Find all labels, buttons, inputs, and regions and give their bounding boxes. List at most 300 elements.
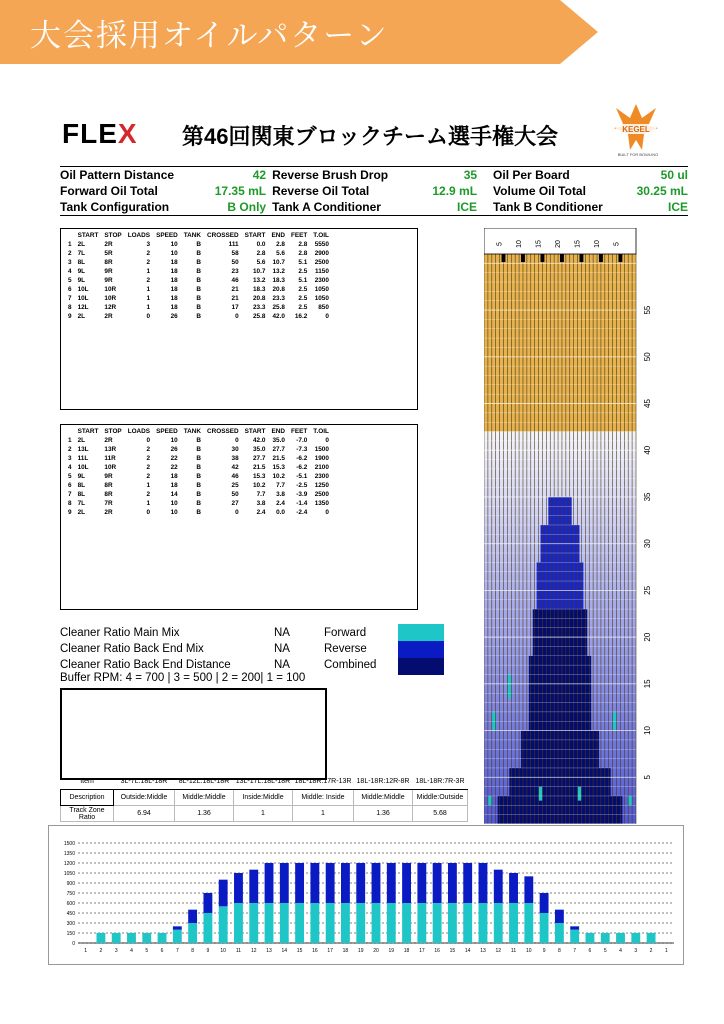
zone-cell: 5.68	[413, 806, 468, 822]
table-header	[65, 427, 332, 436]
x-tick-label: 2	[649, 948, 653, 954]
column-header: STOP	[104, 232, 122, 239]
x-tick-label: 5	[603, 948, 607, 954]
kegel-tagline: BUILT FOR BOWLING	[617, 152, 659, 157]
board-label: 20	[555, 240, 562, 248]
oil-forward-mark	[628, 796, 632, 805]
table-cell: B	[196, 277, 202, 284]
table-cell: 0	[325, 313, 329, 320]
bar-segment	[463, 903, 472, 943]
x-tick-label: 19	[388, 948, 395, 954]
y-tick-label: 150	[66, 931, 75, 937]
table-cell: 7L	[77, 250, 86, 257]
column-header: START	[244, 232, 266, 239]
table-cell: 58	[231, 250, 239, 257]
x-tick-label: 8	[557, 948, 561, 954]
table-cell: B	[196, 286, 202, 293]
table-cell: 4	[68, 464, 72, 471]
bar-segment	[188, 923, 197, 943]
column-header: SPEED	[156, 232, 178, 239]
bar-segment	[372, 903, 381, 943]
cleaner-value: NA	[274, 643, 290, 655]
zone-cell: 1.36	[354, 806, 413, 822]
table-cell: 27.7	[272, 446, 285, 453]
x-tick-label: 15	[296, 948, 303, 954]
column-header: T.OIL	[313, 428, 329, 435]
feet-label: 25	[643, 585, 652, 595]
x-tick-label: 10	[220, 948, 226, 954]
table-cell: B	[196, 455, 202, 462]
zone-cell: 18L-18R:12R-8R	[354, 774, 413, 790]
table-cell: 850	[318, 304, 329, 311]
x-tick-label: 6	[160, 948, 164, 954]
column-header: START	[244, 428, 266, 435]
cleaner-value: NA	[274, 627, 290, 639]
table-cell: 2300	[314, 473, 329, 480]
column-header: START	[77, 428, 99, 435]
y-tick-label: 1350	[63, 851, 75, 857]
table-row	[65, 240, 332, 249]
bar-segment	[433, 903, 442, 943]
bar-segment	[112, 933, 121, 943]
table-row	[65, 481, 332, 490]
bar-segment	[570, 930, 579, 943]
x-tick-label: 13	[480, 948, 486, 954]
table-cell: 7	[68, 491, 72, 498]
table-cell: 1350	[314, 500, 329, 507]
table-cell: 18	[170, 286, 178, 293]
bar-segment	[326, 903, 335, 943]
table-cell: 7.7	[276, 482, 285, 489]
table-cell: 7L	[77, 500, 86, 507]
bar-segment	[356, 903, 365, 943]
info-value: ICE	[457, 200, 478, 214]
arrow-marker	[521, 254, 525, 262]
table-cell: 16.2	[294, 313, 308, 320]
table-cell: 9L	[77, 268, 86, 275]
bar-segment	[188, 910, 197, 923]
zone-cell: 8L-12L:18L-18R	[175, 774, 234, 790]
table-cell: 14	[170, 491, 178, 498]
table-cell: 11L	[77, 455, 89, 462]
zone-cell: 3L-7L:18L-18R	[114, 774, 175, 790]
table-cell: 2.5	[298, 286, 308, 293]
bar-segment	[417, 903, 426, 943]
forward-pass-table	[60, 228, 418, 410]
table-cell: 2	[146, 455, 151, 462]
table-cell: 7	[68, 295, 72, 302]
table-cell: 0	[146, 313, 151, 320]
table-cell: 18	[170, 268, 178, 275]
table-cell: 13.2	[253, 277, 266, 284]
cleaner-ratio-panel	[60, 625, 404, 673]
bar-segment	[616, 933, 625, 943]
x-tick-label: 13	[266, 948, 272, 954]
arrow-marker	[599, 254, 603, 262]
zone-cell: Inside:Middle	[234, 790, 293, 806]
info-label: Oil Pattern Distance	[60, 168, 175, 182]
x-tick-label: 3	[634, 948, 638, 954]
page-title: 第46回関東ブロックチーム選手権大会	[182, 124, 559, 149]
table-cell: 0	[325, 437, 329, 444]
pattern-info-panel	[60, 166, 688, 216]
table-row	[65, 445, 332, 454]
info-row	[60, 167, 688, 183]
table-cell: 8L	[77, 259, 86, 266]
column-header: LOADS	[127, 428, 151, 435]
table-cell: 2.8	[256, 250, 266, 257]
bar-segment	[280, 863, 289, 903]
x-tick-label: 15	[449, 948, 456, 954]
table-cell: 42.0	[253, 437, 266, 444]
x-tick-label: 6	[588, 948, 592, 954]
table-cell: 21	[231, 295, 239, 302]
table-cell: 25.8	[253, 313, 266, 320]
oil-forward-mark	[578, 787, 582, 801]
x-tick-label: 8	[191, 948, 195, 954]
bar-segment	[448, 863, 457, 903]
feet-label: 20	[643, 632, 652, 642]
bar-segment	[310, 903, 319, 943]
table-cell: B	[196, 295, 202, 302]
x-tick-label: 17	[419, 948, 425, 954]
table-row	[65, 499, 332, 508]
table-cell: 13R	[104, 446, 117, 453]
arrow-marker	[541, 254, 545, 262]
table-cell: 0	[325, 509, 329, 516]
table-row	[65, 472, 332, 481]
table-cell: 3	[68, 259, 72, 266]
table-cell: 8	[68, 500, 72, 507]
bar-segment	[372, 863, 381, 903]
x-tick-label: 18	[342, 948, 349, 954]
table-cell: 9L	[77, 277, 86, 284]
table-cell: 21.5	[253, 464, 266, 471]
table-cell: 0	[146, 437, 151, 444]
cleaner-label: Cleaner Ratio Main Mix	[60, 627, 180, 639]
cleaner-value: NA	[274, 659, 290, 671]
cleaner-row	[60, 625, 404, 641]
info-label: Forward Oil Total	[60, 184, 158, 198]
arrow-marker	[560, 254, 564, 262]
x-tick-label: 11	[235, 948, 242, 954]
table-cell: B	[196, 473, 202, 480]
table-cell: 18.3	[272, 277, 285, 284]
table-row	[65, 454, 332, 463]
info-value: 30.25 mL	[636, 184, 688, 198]
track-zone-table	[60, 774, 468, 822]
table-cell: 0.0	[256, 241, 266, 248]
x-tick-label: 18	[403, 948, 410, 954]
table-row	[65, 490, 332, 499]
x-tick-label: 4	[619, 948, 622, 954]
y-tick-label: 900	[66, 881, 75, 887]
table-cell: 35.0	[253, 446, 266, 453]
table-row	[65, 436, 332, 445]
info-value: ICE	[667, 200, 688, 214]
table-cell: 10	[170, 500, 178, 507]
info-value: 50 ul	[660, 168, 688, 182]
table-cell: 0	[235, 509, 239, 516]
board-label: 5	[496, 242, 504, 246]
table-cell: -2.4	[296, 509, 308, 516]
table-cell: 1900	[314, 455, 329, 462]
table-cell: 1150	[315, 268, 329, 275]
board-label: 15	[535, 240, 543, 248]
table-cell: 10L	[77, 295, 89, 302]
table-cell: 13L	[77, 446, 89, 453]
table-cell: 46	[231, 277, 239, 284]
table-cell: 2.8	[276, 241, 285, 248]
table-cell: 2	[146, 259, 151, 266]
table-cell: 5.6	[276, 250, 285, 257]
oil-forward-mark	[539, 787, 543, 801]
table-cell: 11R	[104, 455, 116, 462]
table-cell: B	[196, 304, 202, 311]
info-label: Oil Per Board	[493, 168, 570, 182]
banner-title: 大会採用オイルパターン	[30, 18, 389, 54]
table-cell: 22	[170, 464, 178, 471]
bar-segment	[295, 863, 304, 903]
bar-segment	[265, 903, 274, 943]
bar-segment	[295, 903, 304, 943]
bar-segment	[234, 873, 243, 903]
x-tick-label: 16	[312, 948, 318, 954]
table-cell: 10R	[104, 295, 117, 302]
zone-cell: Item	[61, 774, 114, 790]
x-tick-label: 7	[573, 948, 577, 954]
table-cell: 0.0	[276, 509, 285, 516]
bar-segment	[448, 903, 457, 943]
bar-segment	[433, 863, 442, 903]
bar-segment	[524, 876, 533, 903]
cleaner-label: Cleaner Ratio Back End Distance	[60, 659, 231, 671]
table-cell: 2.8	[298, 241, 308, 248]
info-label: Reverse Brush Drop	[272, 168, 389, 182]
cleaner-row	[60, 657, 404, 673]
zone-cell: 1	[234, 806, 293, 822]
bar-segment	[158, 933, 167, 943]
x-tick-label: 11	[510, 948, 517, 954]
x-tick-label: 9	[206, 948, 210, 954]
info-label: Reverse Oil Total	[272, 184, 370, 198]
table-row	[65, 303, 332, 312]
column-header: LOADS	[127, 232, 151, 239]
y-tick-label: 600	[66, 901, 75, 907]
column-header: END	[271, 428, 285, 435]
bar-segment	[234, 903, 243, 943]
x-tick-label: 12	[495, 948, 502, 954]
table-cell: -7.0	[296, 437, 308, 444]
table-cell: 0	[235, 313, 239, 320]
table-cell: 2.8	[298, 250, 308, 257]
table-cell: 35.0	[272, 437, 285, 444]
cleaner-legend: Combined	[324, 659, 377, 671]
info-label: Volume Oil Total	[493, 184, 586, 198]
bar-segment	[494, 903, 503, 943]
zone-cell: Middle: Inside	[293, 790, 354, 806]
x-tick-label: 5	[145, 948, 149, 954]
flex-logo: FLEX	[62, 118, 138, 149]
table-cell: 18	[170, 277, 178, 284]
bar-segment	[280, 903, 289, 943]
buffer-rpm: Buffer RPM: 4 = 700 | 3 = 500 | 2 = 200| 1 = 100	[60, 672, 306, 684]
x-tick-label: 12	[250, 948, 257, 954]
table-cell: 12L	[77, 304, 89, 311]
table-cell: 5.1	[298, 277, 308, 284]
table-cell: -1.4	[296, 500, 308, 507]
table-cell: 1050	[314, 286, 329, 293]
feet-label: 10	[643, 726, 652, 736]
table-cell: B	[196, 268, 202, 275]
zone-row	[61, 806, 468, 822]
table-cell: 9L	[77, 473, 86, 480]
table-cell: 2500	[314, 491, 329, 498]
table-cell: 4	[68, 268, 72, 275]
column-header: SPEED	[156, 428, 178, 435]
table-row	[65, 294, 332, 303]
table-cell: 42	[231, 464, 239, 471]
table-cell: 6	[68, 286, 72, 293]
table-cell: B	[196, 509, 202, 516]
table-cell: 22	[170, 455, 178, 462]
bar-segment	[479, 903, 488, 943]
table-cell: 1	[146, 286, 151, 293]
zone-row	[61, 774, 468, 790]
bar-segment	[249, 870, 258, 903]
zone-cell: 13L-17L:18L-18R	[234, 774, 293, 790]
table-cell: 1	[68, 241, 72, 248]
bar-segment	[555, 910, 564, 923]
table-cell: B	[196, 437, 202, 444]
table-cell: 10R	[104, 464, 117, 471]
zone-cell: 1	[293, 806, 354, 822]
table-cell: 15.3	[253, 473, 266, 480]
table-cell: 5	[68, 277, 72, 284]
y-tick-label: 1050	[63, 871, 75, 877]
zone-cell: 18L-18R:17R-13R	[293, 774, 354, 790]
table-cell: 2	[68, 446, 72, 453]
bar-segment	[540, 893, 549, 913]
info-value: B Only	[227, 200, 267, 214]
column-header: CROSSED	[207, 428, 239, 435]
bar-segment	[356, 863, 365, 903]
table-cell: 10.2	[272, 473, 285, 480]
table-cell: 7.7	[256, 491, 266, 498]
table-cell: 50	[231, 259, 239, 266]
info-value: 35	[463, 168, 478, 182]
column-header	[65, 427, 75, 436]
table-cell: 1	[68, 437, 72, 444]
bar-segment	[647, 933, 656, 943]
table-cell: 13.2	[272, 268, 285, 275]
bar-segment	[631, 933, 640, 943]
table-cell: 20.8	[253, 295, 266, 302]
table-cell: 2	[146, 464, 151, 471]
table-cell: 2	[146, 277, 151, 284]
table-cell: 18	[170, 304, 178, 311]
bar-segment	[219, 906, 228, 943]
table-cell: 8R	[104, 491, 113, 498]
zone-cell: Middle:Middle	[354, 790, 413, 806]
cleaner-label: Cleaner Ratio Back End Mix	[60, 643, 204, 655]
bar-segment	[463, 863, 472, 903]
table-cell: 1	[146, 482, 151, 489]
feet-label: 40	[643, 445, 652, 455]
table-cell: 15.3	[272, 464, 285, 471]
bar-segment	[249, 903, 258, 943]
table-cell: 38	[231, 455, 239, 462]
x-tick-label: 7	[175, 948, 179, 954]
bar-segment	[540, 913, 549, 943]
info-label: Tank B Conditioner	[493, 200, 603, 214]
table-cell: 1	[146, 295, 151, 302]
table-cell: 10.7	[272, 259, 285, 266]
x-tick-label: 19	[357, 948, 364, 954]
table-cell: 42.0	[272, 313, 285, 320]
table-cell: 10	[170, 241, 178, 248]
feet-label: 35	[643, 492, 652, 502]
table-cell: 1	[146, 304, 151, 311]
table-row	[65, 267, 332, 276]
column-header: CROSSED	[207, 232, 239, 239]
table-cell: 10L	[77, 464, 89, 471]
info-value: 17.35 mL	[214, 184, 267, 198]
bar-segment	[310, 863, 319, 903]
bar-segment	[265, 863, 274, 903]
x-tick-label: 3	[114, 948, 118, 954]
table-cell: 10.7	[253, 268, 266, 275]
bar-segment	[341, 863, 350, 903]
table-cell: 1	[146, 268, 151, 275]
svg-text:KEGEL: KEGEL	[622, 125, 650, 134]
oil-volume-bar-chart	[48, 825, 684, 965]
table-cell: 1250	[314, 482, 329, 489]
zone-cell: Outside:Middle	[114, 790, 175, 806]
column-header: START	[77, 232, 99, 239]
x-tick-label: 20	[373, 948, 379, 954]
table-cell: 1	[146, 500, 151, 507]
cleaner-row	[60, 641, 404, 657]
table-cell: 20.8	[272, 286, 285, 293]
table-cell: 2	[146, 473, 151, 480]
oil-dense-block	[498, 796, 623, 824]
zone-row	[61, 790, 468, 806]
table-cell: 111	[228, 241, 239, 248]
info-label: Tank A Conditioner	[272, 200, 381, 214]
bar-segment	[203, 913, 212, 943]
y-tick-label: 750	[66, 891, 75, 897]
y-tick-label: 300	[66, 921, 75, 927]
table-cell: 2R	[104, 509, 113, 516]
table-cell: 10.2	[253, 482, 266, 489]
column-header: FEET	[290, 232, 308, 239]
combined-swatch	[398, 658, 444, 675]
table-cell: 1500	[314, 446, 329, 453]
table-cell: 26	[170, 313, 178, 320]
bar-segment	[219, 880, 228, 907]
table-cell: 10	[170, 250, 178, 257]
table-cell: 8L	[77, 491, 86, 498]
table-cell: 10L	[77, 286, 89, 293]
feet-label: 30	[643, 539, 652, 549]
table-cell: 3	[146, 241, 151, 248]
arrow-marker	[618, 254, 622, 262]
table-row	[65, 276, 332, 285]
table-cell: 3.8	[276, 491, 285, 498]
y-tick-label: 1500	[63, 841, 75, 847]
bar-segment	[142, 933, 151, 943]
